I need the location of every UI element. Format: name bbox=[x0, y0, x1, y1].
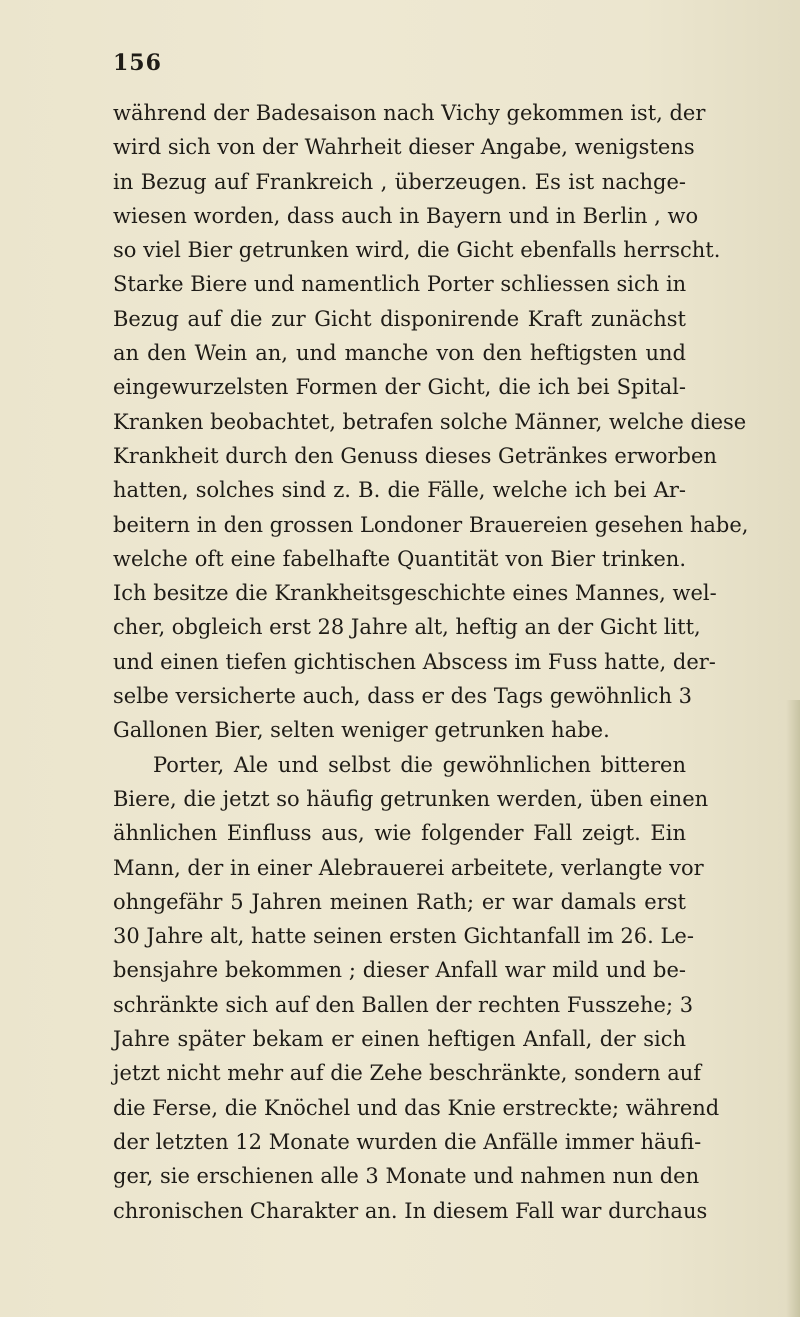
text-line: an den Wein an, und manche von den heftigsten und bbox=[113, 341, 686, 366]
text-line: Starke Biere und namentlich Porter schliessen sich in bbox=[113, 272, 687, 297]
text-line: der letzten 12 Monate wurden die Anfälle immer häufi- bbox=[113, 1129, 702, 1154]
text-line-paragraph-end: Gallonen Bier, selten weniger getrunken habe. bbox=[113, 718, 610, 743]
text-line: ohngefähr 5 Jahren meinen Rath; er war damals erst bbox=[113, 889, 686, 914]
text-line: Mann, der in einer Alebrauerei arbeitete, verlangte vor bbox=[113, 855, 704, 880]
text-line: Krankheit durch den Genuss dieses Getränkes erworben bbox=[113, 443, 717, 468]
text-line: hatten, solches sind z. B. die Fälle, welche ich bei Ar- bbox=[113, 478, 686, 503]
text-line: beitern in den grossen Londoner Brauereien gesehen habe, bbox=[113, 512, 749, 537]
text-line: wiesen worden, dass auch in Bayern und in Berlin , wo bbox=[113, 203, 699, 228]
text-line: so viel Bier getrunken wird, die Gicht ebenfalls herrscht. bbox=[113, 238, 721, 263]
text-line: Bezug auf die zur Gicht disponirende Kraft zunächst bbox=[113, 306, 686, 331]
text-line: jetzt nicht mehr auf die Zehe beschränkte, sondern auf bbox=[113, 1061, 702, 1086]
body-text bbox=[113, 96, 749, 1228]
text-line: eingewurzelsten Formen der Gicht, die ich bei Spital- bbox=[113, 375, 686, 400]
text-line: Biere, die jetzt so häufig getrunken werden, üben einen bbox=[113, 786, 709, 811]
page-number: 156 bbox=[113, 50, 162, 76]
text-line: Jahre später bekam er einen heftigen Anfall, der sich bbox=[113, 1027, 686, 1052]
text-line: bensjahre bekommen ; dieser Anfall war mild und be- bbox=[113, 958, 686, 983]
text-line: wird sich von der Wahrheit dieser Angabe, wenigstens bbox=[113, 135, 695, 160]
text-line: chronischen Charakter an. In diesem Fall war durchaus bbox=[113, 1198, 708, 1223]
text-line: die Ferse, die Knöchel und das Knie erstreckte; während bbox=[113, 1095, 720, 1120]
text-line: während der Badesaison nach Vichy gekommen ist, der bbox=[113, 101, 706, 125]
page-edge-shadow bbox=[786, 700, 800, 1317]
text-line: 30 Jahre alt, hatte seinen ersten Gichtanfall im 26. Le- bbox=[113, 924, 694, 949]
text-line: Ich besitze die Krankheitsgeschichte eines Mannes, wel- bbox=[113, 581, 717, 606]
text-line: selbe versicherte auch, dass er des Tags gewöhnlich 3 bbox=[113, 684, 693, 709]
text-line: schränkte sich auf den Ballen der rechten Fusszehe; 3 bbox=[113, 992, 694, 1017]
text-line: ger, sie erschienen alle 3 Monate und nahmen nun den bbox=[113, 1164, 700, 1189]
text-line-paragraph-start: Porter, Ale und selbst die gewöhnlichen bitteren bbox=[153, 752, 686, 777]
text-line: ähnlichen Einfluss aus, wie folgender Fall zeigt. Ein bbox=[113, 821, 686, 846]
text-line: und einen tiefen gichtischen Abscess im Fuss hatte, der- bbox=[113, 649, 716, 674]
text-line: welche oft eine fabelhafte Quantität von Bier trinken. bbox=[113, 546, 686, 571]
text-line: cher, obgleich erst 28 Jahre alt, heftig an der Gicht litt, bbox=[113, 615, 701, 640]
text-line: Kranken beobachtet, betrafen solche Männer, welche diese bbox=[113, 409, 747, 434]
text-line: in Bezug auf Frankreich , überzeugen. Es ist nachge- bbox=[113, 169, 686, 194]
